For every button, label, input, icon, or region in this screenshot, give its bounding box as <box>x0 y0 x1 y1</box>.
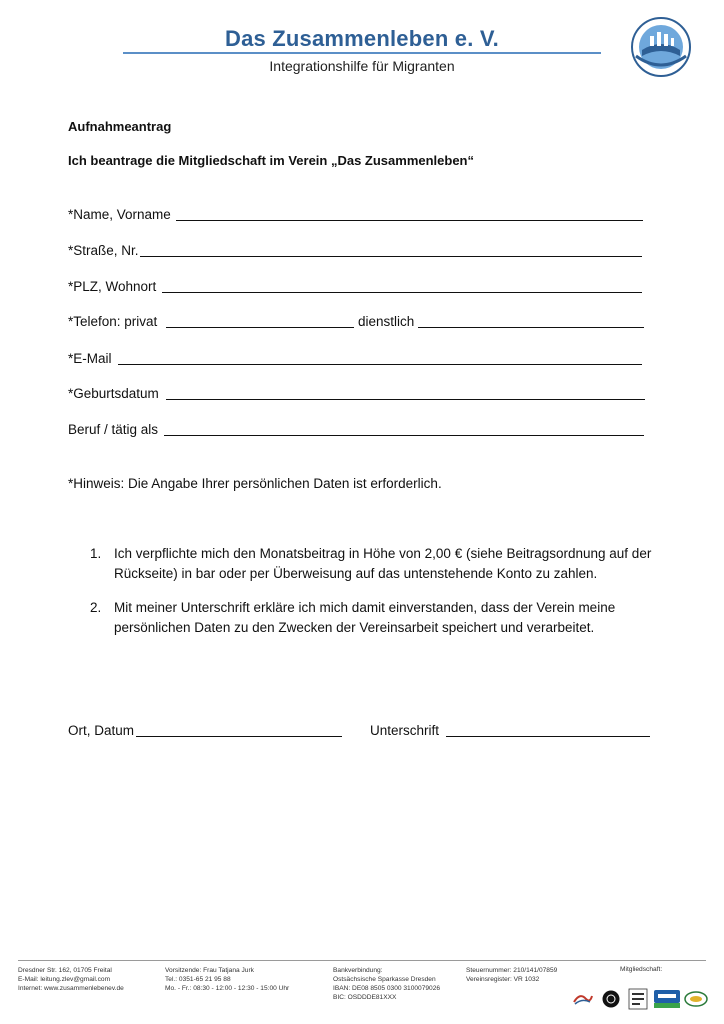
footer-bank-name: Ostsächsische Sparkasse Dresden <box>333 976 436 983</box>
footer-chair <box>165 966 289 993</box>
footer-hours: Mo. - Fr.: 08:30 - 12:00 - 12:30 - 15:00 Uhr <box>165 985 290 992</box>
footer-tax-number: Steuernummer: 210/141/07859 <box>466 967 558 974</box>
name-field[interactable] <box>68 207 648 225</box>
signature-field[interactable] <box>370 723 652 741</box>
phone-work-line[interactable] <box>418 327 644 328</box>
footer-bic: BIC: OSDDDE81XXX <box>333 994 397 1001</box>
street-field[interactable] <box>68 243 648 261</box>
list-item-number: 2. <box>90 600 102 615</box>
phone-field[interactable] <box>68 314 648 332</box>
footer-bank <box>333 966 440 1002</box>
profession-field[interactable] <box>68 422 648 440</box>
list-item-text: Ich verpflichte mich den Monatsbeitrag in Höhe von 2,00 € (siehe Beitragsordnung auf der Rückseite) in bar oder per Überweisung auf das untenstehende Konto zu zahlen. <box>114 546 652 581</box>
membership-label: Mitgliedschaft: <box>620 966 663 973</box>
zip-city-label: *PLZ, Wohnort <box>68 279 157 294</box>
signature-line[interactable] <box>446 736 650 737</box>
profession-line[interactable] <box>164 435 644 436</box>
street-label: *Straße, Nr. <box>68 243 139 258</box>
phone-private-line[interactable] <box>166 327 354 328</box>
birthdate-field[interactable] <box>68 386 648 404</box>
footer-chair-name: Vorsitzende: Frau Tatjana Jurk <box>165 967 254 974</box>
email-label: *E-Mail <box>68 351 112 366</box>
footer-bank-title: Bankverbindung: <box>333 967 383 974</box>
footer-divider <box>18 960 706 961</box>
signature-label: Unterschrift <box>370 723 440 738</box>
zip-city-field[interactable] <box>68 279 648 297</box>
footer-website: Internet: www.zusammenlebenev.de <box>18 985 124 992</box>
footer-iban: IBAN: DE08 8505 0300 3100079026 <box>333 985 441 992</box>
organization-subtitle: Integrationshilfe für Migranten <box>269 58 455 74</box>
birthdate-line[interactable] <box>166 399 645 400</box>
email-field[interactable] <box>68 351 648 369</box>
birthdate-label: *Geburtsdatum <box>68 386 159 401</box>
footer-tax <box>466 966 557 984</box>
list-item-text: Mit meiner Unterschrift erkläre ich mich damit einverstanden, dass der Verein meine persönlichen Daten zu den Zwecken der Vereinsarbeit speichert und verarbeitet. <box>114 600 616 635</box>
place-date-label: Ort, Datum <box>68 723 135 738</box>
place-date-line[interactable] <box>136 736 342 737</box>
header-divider <box>123 52 601 54</box>
name-label: *Name, Vorname <box>68 207 171 222</box>
footer-email: E-Mail: leitung.zlev@gmail.com <box>18 976 111 983</box>
place-date-field[interactable] <box>68 723 348 741</box>
phone-work-label: dienstlich <box>358 314 415 329</box>
circle-logo-icon <box>602 990 620 1008</box>
email-line[interactable] <box>118 364 642 365</box>
globe-seal-icon <box>630 16 692 78</box>
list-item-number: 1. <box>90 546 102 561</box>
swirl-logo-icon <box>572 992 594 1006</box>
phone-private-label: *Telefon: privat <box>68 314 158 329</box>
required-hint: *Hinweis: Die Angabe Ihrer persönlichen Daten ist erforderlich. <box>68 476 442 491</box>
ksb-logo-icon <box>654 990 680 1008</box>
footer-register: Vereinsregister: VR 1032 <box>466 976 540 983</box>
footer-address-line: Dresdner Str. 162, 01705 Freital <box>18 967 112 974</box>
profession-label: Beruf / tätig als <box>68 422 159 437</box>
organization-title: Das Zusammenleben e. V. <box>224 26 499 51</box>
zip-city-line[interactable] <box>162 292 642 293</box>
form-title: Aufnahmeantrag <box>68 119 172 134</box>
footer-phone: Tel.: 0351-65 21 95 88 <box>165 976 231 983</box>
form-intro: Ich beantrage die Mitgliedschaft im Verein „Das Zusammenleben“ <box>68 153 475 168</box>
sport-bund-logo-icon <box>628 988 648 1010</box>
street-line[interactable] <box>140 256 642 257</box>
footer-address <box>18 966 124 993</box>
oval-logo-icon <box>684 991 708 1007</box>
name-line[interactable] <box>176 220 643 221</box>
